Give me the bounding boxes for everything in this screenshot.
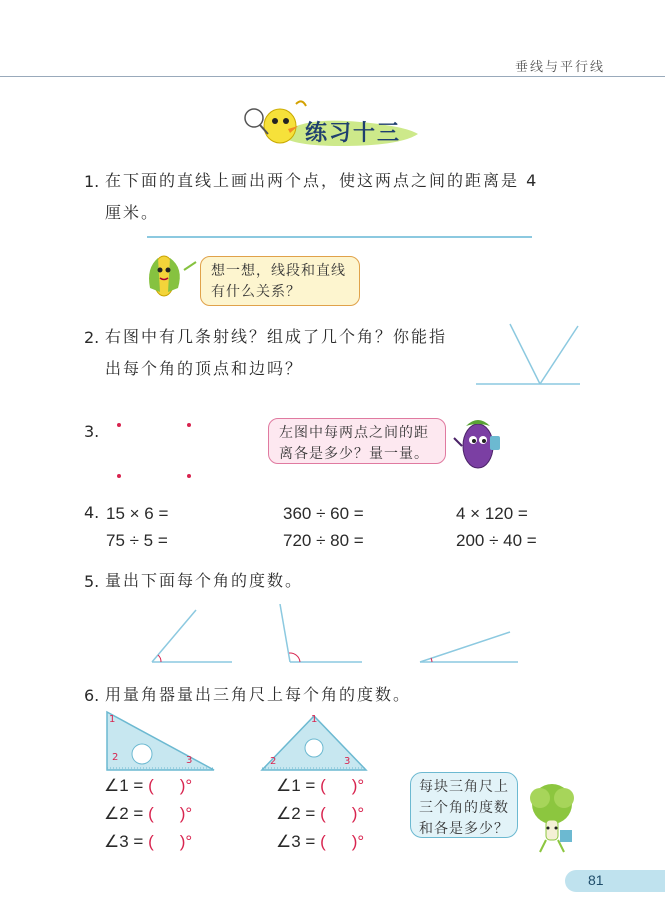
question-4-number: 4. [84,503,100,522]
calc-r1-c1: 15 × 6 = [106,504,169,523]
question-6-text: 用量角器量出三角尺上每个角的度数。 [105,685,412,704]
question-3-number: 3. [84,422,100,441]
exercise-title: 练习十三 [305,121,402,146]
ruler2-angle-1-label: 1 [311,714,318,725]
calc-r1-c2: 360 ÷ 60 = [283,504,364,523]
page-number: 81 [588,872,604,888]
hint-bubble-1 [200,256,360,306]
four-points-figure [110,418,200,484]
answer-left-2: ∠2 = ( )° [104,804,193,823]
hint-6-line2: 三个角的度数 [419,800,509,816]
rays-figure [470,318,590,390]
ruler1-angle-3-label: 3 [186,755,193,766]
ruler2-angle-2-label: 2 [270,756,277,767]
drawing-line[interactable] [147,236,532,238]
ruler2-angle-3-label: 3 [344,756,351,767]
question-1-line2: 厘米。 [105,203,160,222]
answer-left-3: ∠3 = ( )° [104,832,193,851]
hint-1-line1: 想一想，线段和直线 [211,263,346,279]
answer-left-1: ∠1 = ( )° [104,776,193,795]
question-2-line1: 右图中有几条射线？组成了几个角？你能指 [105,327,448,346]
question-5-number: 5. [84,572,100,591]
header-divider [0,76,665,77]
ruler1-angle-1-label: 1 [109,714,116,725]
question-6-number: 6. [84,686,100,705]
question-2-number: 2. [84,328,100,347]
ruler1-angle-2-label: 2 [112,752,119,763]
answer-right-1: ∠1 = ( )° [276,776,365,795]
answer-right-3: ∠3 = ( )° [276,832,365,851]
hint-6-line1: 每块三角尺上 [419,779,509,795]
hint-1-line2: 有什么关系？ [211,284,301,300]
calc-r1-c3: 4 × 120 = [456,504,528,523]
eggplant-character-icon [452,408,506,474]
calc-r2-c2: 720 ÷ 80 = [283,531,364,550]
hint-3-line1: 左图中每两点之间的距 [279,425,429,441]
page-number-bar [565,870,665,892]
calc-r2-c3: 200 ÷ 40 = [456,531,537,550]
calc-r2-c1: 75 ÷ 5 = [106,531,168,550]
question-1-line1: 在下面的直线上画出两个点，使这两点之间的距离是 4 [105,171,539,190]
corn-character-icon [140,248,200,304]
hint-6-line3: 和各是多少？ [419,821,509,837]
cabbage-character-icon [520,780,584,854]
question-1-number: 1. [84,172,100,191]
section-title: 垂线与平行线 [514,60,605,75]
question-2-line2: 出每个角的顶点和边吗？ [105,359,304,378]
angles-to-measure-figure [140,604,530,668]
set-square-1 [104,710,216,772]
answer-right-2: ∠2 = ( )° [276,804,365,823]
hint-bubble-6 [410,772,518,838]
hint-3-line2: 离各是多少？量一量。 [279,446,429,462]
question-5-text: 量出下面每个角的度数。 [105,571,304,590]
hint-bubble-3 [268,418,446,464]
